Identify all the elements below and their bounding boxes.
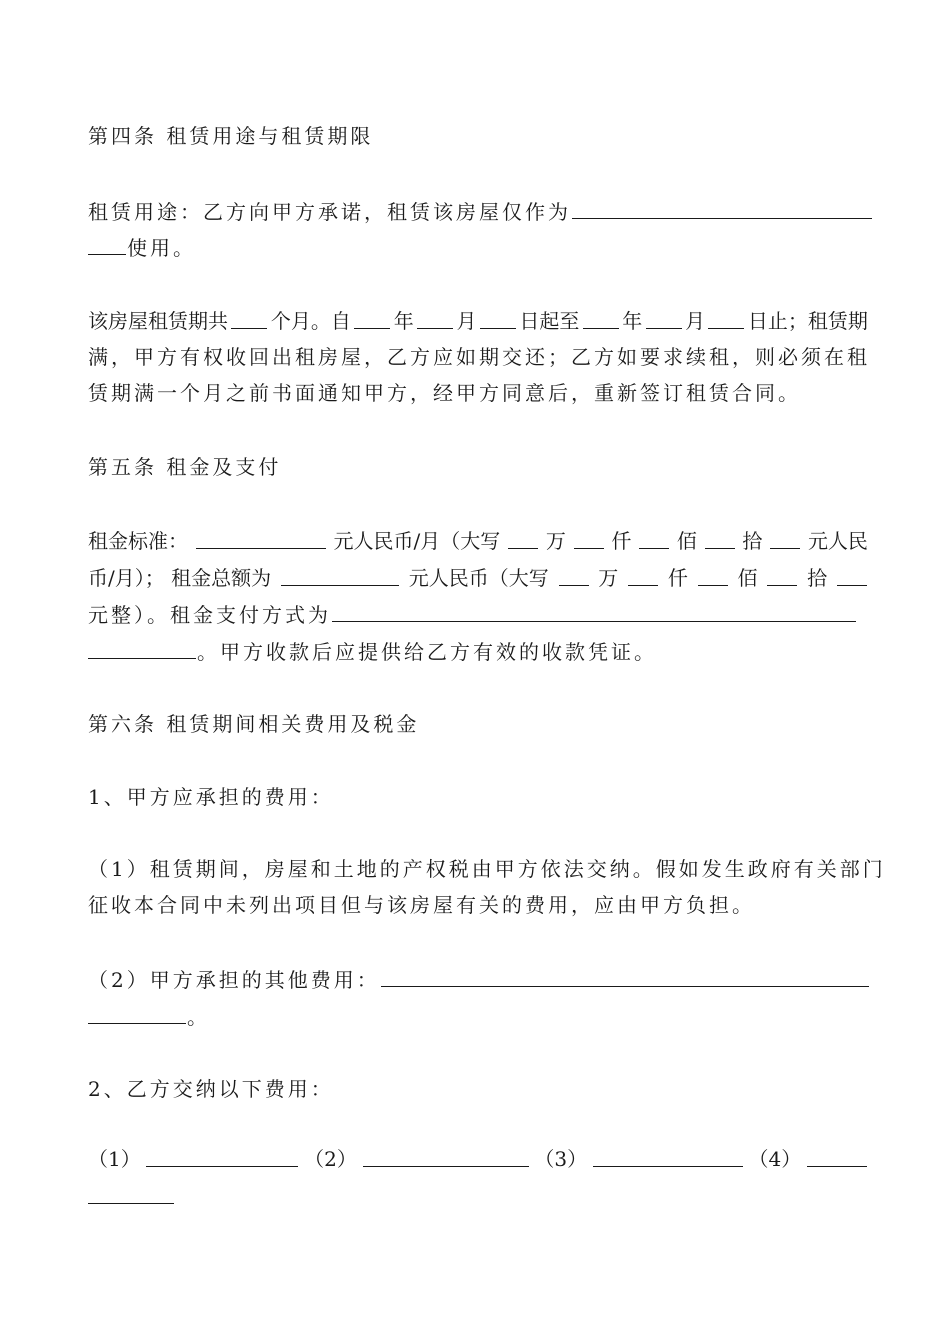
purpose-blank-cont[interactable] [88,234,126,255]
rent-text: 元人民 [807,529,868,553]
rent-text: 拾 [742,529,763,553]
rent-text: 万 [598,566,619,590]
end-month-blank[interactable] [646,308,682,329]
item-1-label: （1） [88,1147,141,1171]
rent-text: 拾 [807,566,828,590]
lessor-fee-1-line-1: （1）租赁期间，房屋和土地的产权税由甲方依法交纳。假如发生政府有关部门 [88,857,886,881]
term-text-b: 个月。自 [270,309,351,333]
total-qian-blank[interactable] [628,565,658,586]
period: 。 [187,1005,210,1029]
lessee-fees-heading: 2、乙方交纳以下费用： [88,1077,334,1101]
item-4-blank-cont[interactable] [88,1183,174,1204]
term-text-f: 年 [622,309,643,333]
lessor-fee-2-line-1 [88,966,868,993]
rent-text: 佰 [737,566,758,590]
item-4-blank[interactable] [807,1146,867,1167]
start-year-blank[interactable] [354,308,390,329]
lessor-fees-heading: 1、甲方应承担的费用： [88,785,334,809]
payment-method-blank[interactable] [332,601,856,622]
lessee-fees-items [88,1146,868,1172]
term-line-1 [88,308,868,334]
start-day-blank[interactable] [480,308,516,329]
rent-text: 万 [545,529,566,553]
total-bai-blank[interactable] [698,565,728,586]
total-shi-blank[interactable] [767,565,797,586]
term-line-2: 满，甲方有权收回出租房屋，乙方应如期交还；乙方如要求续租，则必须在租 [88,345,870,369]
item-2-blank[interactable] [363,1146,529,1167]
other-fees-blank[interactable] [381,966,869,987]
total-wan-blank[interactable] [559,565,589,586]
term-text-d: 月 [456,309,477,333]
payment-method-label: 元整）。租金支付方式为 [88,603,331,627]
rent-text: 元人民币（大写 [408,566,549,590]
item-1-blank[interactable] [146,1146,298,1167]
bai-blank[interactable] [639,528,669,549]
total-yuan-blank[interactable] [837,565,867,586]
rent-text: 元人民币/月（大写 [333,529,501,553]
article-4-heading: 第四条 租赁用途与租赁期限 [88,124,374,148]
rent-text: 租金标准： [88,529,188,553]
rent-text: 佰 [676,529,697,553]
total-rent-blank[interactable] [281,565,399,586]
wan-blank[interactable] [508,528,538,549]
term-text-h: 日止；租赁期 [747,309,868,333]
rent-line-4 [88,638,868,665]
purpose-line-1 [88,198,868,225]
purpose-line-2 [88,234,868,261]
rent-text: 币/月）； 租金总额为 [88,566,272,590]
term-text-g: 月 [685,309,706,333]
item-2-label: （2） [304,1147,357,1171]
other-fees-blank-cont[interactable] [88,1003,186,1024]
item-4-label: （4） [748,1147,802,1171]
article-6-heading: 第六条 租赁期间相关费用及税金 [88,712,420,736]
term-text-e: 日起至 [519,309,580,333]
other-fees-label: （2）甲方承担的其他费用： [88,968,380,992]
end-day-blank[interactable] [708,308,744,329]
term-line-3: 赁期满一个月之前书面通知甲方，经甲方同意后，重新签订租赁合同。 [88,381,801,405]
end-year-blank[interactable] [583,308,619,329]
lessor-fee-1-line-2: 征收本合同中未列出项目但与该房屋有关的费用，应由甲方负担。 [88,893,755,917]
shi-blank[interactable] [705,528,735,549]
term-text-c: 年 [393,309,414,333]
yuan-blank[interactable] [770,528,800,549]
lessee-fees-items-line-2 [88,1183,868,1210]
term-text-a: 该房屋租赁期共 [88,309,228,333]
term-months-blank[interactable] [231,308,267,329]
monthly-rent-blank[interactable] [196,528,326,549]
rent-line-1 [88,528,868,554]
article-5-heading: 第五条 租金及支付 [88,455,282,479]
rent-text: 仟 [667,566,688,590]
rent-line-3 [88,601,868,628]
qian-blank[interactable] [574,528,604,549]
item-3-label: （3） [534,1147,588,1171]
lessor-fee-2-line-2 [88,1003,868,1030]
purpose-tail: 使用。 [127,236,196,260]
purpose-blank[interactable] [572,198,872,219]
rent-line-2 [88,565,868,591]
payment-method-blank-cont[interactable] [88,638,196,659]
item-3-blank[interactable] [593,1146,743,1167]
purpose-label: 租赁用途：乙方向甲方承诺，租赁该房屋仅作为 [88,200,571,224]
receipt-text: 。甲方收款后应提供给乙方有效的收款凭证。 [197,640,657,664]
start-month-blank[interactable] [417,308,453,329]
rent-text: 仟 [611,529,632,553]
